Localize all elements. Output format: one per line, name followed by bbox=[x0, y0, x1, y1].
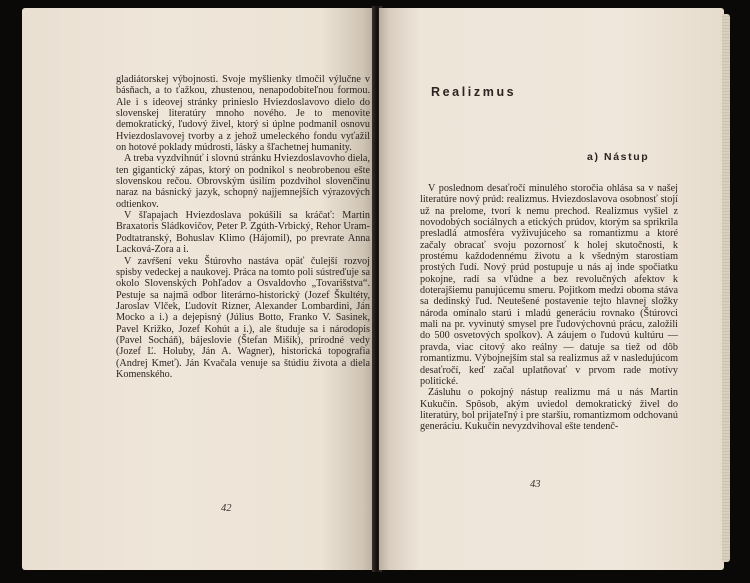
left-page-text bbox=[116, 74, 370, 380]
right-paragraph-2: Zásluhu o pokojný nástup realizmu má u nás Martin Kukučín. Spôsob, akým uviedol demokratický živel do literatúry, bol prijateľný i pre staršiu, romantizmom odchovanú generáciu. Kukučín nevyzdvihoval ešte tendenč- bbox=[420, 387, 678, 433]
section-title: a) Nástup bbox=[587, 151, 650, 163]
left-paragraph-3: V šľapajach Hviezdoslava pokúšili sa kráčať: Martin Braxatoris Sládkovičov, Peter P. Zgúth-Vrbický, Rehor Uram-Podtatranský, Bohuslav Klimo (Hájomil), po prevrate Anna Lacková-Zora a i. bbox=[116, 210, 370, 256]
left-paragraph-4: V zavŕšení veku Štúrovho nastáva opäť čulejší rozvoj spisby vedeckej a naukovej. Práca na tomto poli sústreďuje sa okolo Slovenských Pohľadov a Osvaldovho „Tovarišstva“. Pestuje sa najmä odbor literárno-historický (Jozef Škultéty, Jaroslav Vlček, Ľudovít Rizner, Alexander Lombardini, Ján Mocko a i.) a dejepisný (Július Botto, Franko V. Sasinek, Pavel Križko, Jozef Kohút a i.), ale študuje sa i národopis (Pavel Socháň), bájeslovie (Štefan Mišík), prírodné vedy (Jozef Ľ. Holuby, Ján A. Wagner), historická topografia (Andrej Kmeť). Ján Kvačala venuje sa štúdiu života a diela Komenského. bbox=[116, 255, 370, 380]
page-edges bbox=[722, 14, 730, 562]
left-page bbox=[22, 8, 374, 570]
right-page bbox=[379, 8, 724, 570]
chapter-title: Realizmus bbox=[431, 85, 517, 99]
right-paragraph-1: V poslednom desaťročí minulého storočia ohlása sa v našej literatúre nový prúd: realizmus. Hviezdoslavova osobnosť stojí už na prelome, tvorí k nemu prechod. Realizmus vyšiel z novodobých sociálnych a etických prúdov, ktorým sa sprikrila presladlá atmosféra vyživujúceho sa romantizmu a ktoré začaly obracať svoju pozornosť k holej skutočnosti, k prostému každodennému životu a k všedným starostiam prostých ľudí. Nový prúd postupuje u nás aj inde spočiatku pokojne, radí sa vľúdne a bez revolučných afektov k doterajšiemu panujúcemu smeru. Pojitkom medzi oboma stáva sa dedinský ľud. Neutešené postavenie tejto hlavnej složky národa omínalo starú i mladú generáciu rovnako (Štúrovci mali na pr. vyvinutý smysel pre ľudovýchovnú prácu, založili do 500 osvetových spolkov). A záujem o ľudovú kultúru — pravda, viac citový ako reálny — datuje sa tiež od dôb romantizmu. Výbojnejším stal sa realizmus až v nasledujúcom desaťročí, keď začal uplatňovať v prvom rade motívy politické. bbox=[420, 183, 678, 387]
left-page-number: 42 bbox=[221, 503, 232, 514]
right-page-text bbox=[420, 183, 678, 433]
left-paragraph-2: A treba vyzdvihnúť i slovnú stránku Hviezdoslavovho diela, ten gigantický zápas, ktorý on podnikol s neobrobenou ešte slovenskou rečou. Obrovským úsilím pozdvihol slovenčinu naraz na básnický jazyk, schopný najjemnejších výrazových odtienkov. bbox=[116, 153, 370, 210]
left-paragraph-1: gladiátorskej výbojnosti. Svoje myšlienky tlmočil výlučne v básňach, a to ťažkou, zhustenou, nenapodobiteľnou formou. Ale i s ideovej stránky prinieslo Hviezdoslavovo dielo do slovenskej literatúry mnoho nového. Je to menovite demokratický, ľudový živel, ktorý si úplne podmanil osnovu Hviezdoslavovej tvorby a z jehož umeleckého fondu vyťažil on hotové poklady múdrosti, lásky a šľachetnej humanity. bbox=[116, 74, 370, 154]
right-page-number: 43 bbox=[530, 479, 541, 490]
